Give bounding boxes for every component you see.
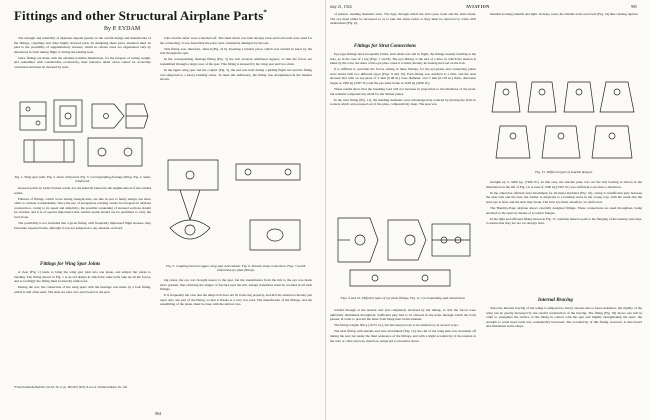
coupling-drawings (160, 150, 312, 262)
subheading-internal-bracing: Internal Bracing (538, 298, 573, 303)
article-title: Fittings and other Structural Airplane Parts* (14, 8, 267, 23)
fig2-spar-plate (54, 100, 82, 132)
col1-top-text (330, 12, 476, 40)
fig5-spar (168, 160, 218, 190)
shackle-c-bolt (576, 89, 582, 95)
figure-15-caption: Fig. 15. Different types of shackle designs. (535, 170, 593, 174)
eye-plate-drawings (330, 210, 476, 294)
shackle-f (542, 126, 580, 158)
footnote: *From Technische Berichte, Vol. III, No. 6, pp. 180-205 (1918). N.A.C.A. Technical Memo. No. 192. (14, 386, 128, 389)
subheading-wing-spar-joints: Fittings for Wing Spar Joints (40, 262, 101, 267)
paragraph: In the otherwise efficient strut attachment for all-metal airplanes (Fig. 16), owing to insufficient play between the strut fork and the fork, the former is subjected to a bending stress in the wrong way, with the result that the strut-eye is bent, and the strut may break. The strut eye must, therefore, be reinforced. (486, 190, 642, 204)
shackle-b-bolt (539, 89, 545, 95)
fig7-eye (185, 225, 195, 235)
fig1-bolt (26, 107, 30, 111)
fig5-cabane-strut (180, 190, 200, 220)
paragraph: Failures of fittings, which occur during strength tests, are due in part to faulty design, but more often to careless workmanship. Since the use of autogenous welding cannot be foregone in airplane construction, owing to its speed and simplicity, the possible weakening of stressed sections should be avoided, and it is of special importance that welded seams should not be permitted to carry the load alone. (14, 196, 151, 220)
paragraph: Since fittings are made with the smallest possible dimensions, for the purpose of saving weight, and sometimes with considerable eccentricity, their behavior under stress cannot be accurately calculated and must be checked by tests. (14, 55, 151, 70)
fig-lower-bolt (124, 148, 132, 156)
spar-joint-drawings (14, 96, 151, 174)
right-page (325, 0, 650, 420)
fig11-socket (422, 275, 428, 281)
figure-9-caption: Figs. 9 and 10. Different types of eye plate fittings. Fig. 11. Corresponding spar attachment. (340, 296, 466, 300)
shackle-g-bolt (609, 133, 615, 139)
paragraph: In the upper wing spar and the coupler (Fig. 5), the end was bent during a gliding flight test and the fitting was subjected to a heavy bending stress. To meet this deficiency, the fitting was strengthened in the manner shown. (160, 68, 312, 82)
paragraph: These results show that the breaking load will not increase in proportion to the thickness of the plate, but remains comparatively small for the thicker plates. (330, 87, 476, 96)
fig1-bolt (36, 121, 40, 125)
paragraph: This fitting was, therefore, altered (Fig. 2) by inserting a tubular piece, which was welded in place by the bolt through the spar. (160, 46, 312, 56)
paragraph: It is difficult to ascertain the forces arising in these fittings, for the eye-plates and connecting plates were tested with two different types (Figs. 9 and 10). Each fitting was attached to a tube, and the tests showed that with an eye-plate of 2 mm (0.08 in.) base diameter, and 3 mm (0.118 in.) thick, distortion began at 1500 kg (3307 lb.) and the eye-plate broke at 2100 kg (4630 lb.). (330, 67, 476, 86)
fig7-eye-plate (170, 220, 210, 239)
paragraph: mended as being suitable and light. In many cases, the shackle bolts were bent (Fig. 14) thus causing rupture. (490, 12, 639, 16)
paragraph: A clear (Fig. 1) tends to bring the wing spar joint into one plane, and subject the whole to bending. The fitting shown in Fig. 1 is an old design in which the same bolts take up all the forces, and accordingly the fitting must be heavily reinforced. (14, 270, 151, 284)
fig10-eye (405, 235, 415, 245)
shackle-g (592, 126, 632, 158)
fig8-deformed-eye (267, 229, 283, 241)
figure-5-caption: Fig. 5. Coupling between upper wing spar and cabane. Fig. 6. Tension strap connection. Figs. 7 and 8. Deformed eye plate fittings. (166, 264, 306, 273)
paragraph: strength up to 3400 kg. (7496 lb.). In this case, the shackle plate was cut the bolt bearing is shown in the illustration on the left of Fig. 14. A load of 1500 kg (3307 lb.) was sufficient to produce a distortion. (486, 180, 642, 189)
paragraph: It is frequently the case that the hinge bolt does not fit in the lug properly, and that the tension is thereby put upon only one part of the fitting, so that it breaks at a very low load. The manufacture of the fittings, and the assembling of the plane, must be done with the utmost care. (160, 293, 312, 307)
figure-spar-joints (14, 96, 151, 174)
paragraph: The strength and reliability of airplanes depend greatly on the careful design and manufacture of the fittings, couplings and other highly stressed parts. In designing these parts, attention must be paid to the possibility of supplementary stresses, which in certain cases are engendered only by alterations in form during flight or during the landing tests. (14, 36, 151, 54)
col1-bottom-text (330, 308, 476, 408)
fig3-bolt (104, 114, 109, 119)
shackle-e-bolt (510, 133, 516, 139)
paragraph: Eye-type fittings have frequently failed, both under test and in flight, the fittings usually bending at the hole, as in the case of a lug (Figs. 7 and 8). The eye fittings at the end of a tube, in which the tension is taken by the wire, the sides of the eye-plate cause it to bend, thereby increasing the load on the bolt. (330, 52, 476, 66)
body-left-column (14, 186, 151, 258)
fig3-fuselage-fitting (92, 104, 124, 128)
figure-eye-plates (330, 210, 476, 294)
paragraph: In the next fitting (Fig. 11), the bending moments were advantageously reduced by placing the bolts in sockets which were pressed out of the plate, comparatively deep. The spar was (330, 97, 476, 107)
fig-lower-plate-2 (88, 138, 142, 166)
intro-text (14, 36, 151, 94)
subheading-strut-connections: Fittings for Strut Connections (354, 44, 417, 49)
fig6-strap (236, 164, 300, 180)
fig2-bolt (65, 113, 71, 119)
col1-body-text (330, 52, 476, 208)
col2-top-text (486, 12, 642, 70)
shackle-b (528, 82, 556, 112)
fig6-bolt (245, 169, 251, 175)
col2-body-text (486, 180, 642, 294)
fig5-bolt (186, 171, 194, 179)
figure-shackles (486, 72, 642, 168)
body-right-column (160, 36, 312, 148)
paragraph: bolts and the latter were wrenched off. The sheet metal was bent sharply back and both bolts were used for the connecting. It was found that the parts were completely damaged by the test. (160, 36, 312, 45)
shackle-d (600, 82, 634, 112)
paragraph: In the corresponding fuselage fitting (Fig. 3) the bolt receives additional support, so that the forces are transmitted through a larger area of the spar. This fitting is stressed by the wing spar and two struts. (160, 57, 312, 66)
shackle-e (496, 126, 530, 158)
fig-lower-ribs (34, 140, 64, 162)
paragraph: The Handley-Page airplane shows carefully designed fittings. These connections are used throughout, being attached to the spars by means of eccentric flanges. (486, 205, 642, 215)
fig9-eye (355, 235, 365, 245)
shackle-drawings (486, 72, 642, 168)
fig10-eye-plate (388, 220, 426, 260)
byline: By P. EYDAM (104, 26, 141, 32)
wing-spar-text (14, 270, 151, 378)
figure-couplings (160, 150, 312, 262)
figure-1-caption: Fig. 1. Wing spar joint. Fig. 2. Same reinforced. Fig. 3. Corresponding fuselage fitting. Fig. 4. Same reinforced. (14, 175, 151, 184)
title-footnote-marker: * (263, 8, 267, 17)
paragraph: ing stress, the eye was brought nearer to the spar, but the transmission from the rim to the eye was made more gradual, thus reducing the danger of fracture near the rim. Abrupt transitions must be avoided in all such fittings. (160, 278, 312, 292)
fig6-bolt (285, 169, 291, 175)
shackle-f-bolt (558, 133, 564, 139)
paragraph: The possibility is not excluded that a given fitting, with frequently impressed flight stresses, may fail under repeated loads, although it was not subjected to any unusual overload. (14, 221, 151, 230)
fig-lower-bolt (98, 148, 106, 156)
shackle-c (564, 82, 594, 112)
shackle-d-bolt (614, 89, 620, 95)
fig11-socket-plate (350, 270, 450, 286)
paragraph: During the war, the connection of the wing spars with the fuselage was made by a fork fitting, which is still often used. The ends are bent over and riveted to the spar. (14, 285, 151, 294)
body-bottom-text (160, 278, 312, 396)
running-head-title: AVIATION (466, 4, 490, 9)
fig11-socket (372, 275, 378, 281)
fig8-eye-plate (250, 220, 300, 250)
paragraph: Since the internal bracing of the wings is subjected to heavy stresses due to head resistance, the rigidity of the wing can be greatly increased by the careful construction of the bracing. The fitting (Fig. 18) shows one bolt in order to strengthen the surface of the fitting in contact with the spar and slightly strengthening the spars, the strength to resist head loads was considerably increased. The eccentricity of this fitting, however, is discovered and eliminated in the shops. (486, 306, 642, 329)
col2-bottom-text (486, 306, 642, 410)
page-number-left: 904 (155, 411, 161, 416)
fig-lower-plate (24, 140, 74, 162)
paragraph: of tension, bending moments arise. The lugs, through which the bolts pass, bend and the bolts break. The eye must either be increased so as to take the stress better or they must be replaced by wires with turnbuckles (Fig. 6). (330, 12, 476, 26)
paragraph: In the light and efficient fitting shown in Fig. 17, attention must be paid to the flanging of the bearing wire lugs, to ensure that they are not too sharply bent. (486, 216, 642, 226)
running-head-date: July 21, 1924 (330, 4, 352, 9)
shackle-a (492, 82, 520, 112)
paragraph: welded through at the neutral axis and completely enclosed by the tubing, so that the forces were uniformly distributed throughout. Sufficient play had to be allowed in the holes through which the bolts passed, in order to prevent the latter from being bent in this manner. (330, 308, 476, 322)
paragraph: stressed points by badly formed welds, nor the material burned in the neighborhood of the welded seams. (14, 186, 151, 195)
fig2-reinforcement (60, 106, 76, 126)
running-head-page: 905 (631, 4, 637, 9)
paragraph: The fitting weighs 500 g (10.75 oz.), but has been proven to be satisfactory in several ways. (334, 323, 459, 328)
paragraph: The strut fitting with shackle and wire attachment (Fig. 12), the rim of the wing skin was wrenched off during the test, but under the final resistance of the fittings, and with a slight eccentricity of the tension in the wire or cable and was, therefore, subjected to excessive stress. (330, 329, 476, 343)
shackle-a-bolt (503, 89, 509, 95)
